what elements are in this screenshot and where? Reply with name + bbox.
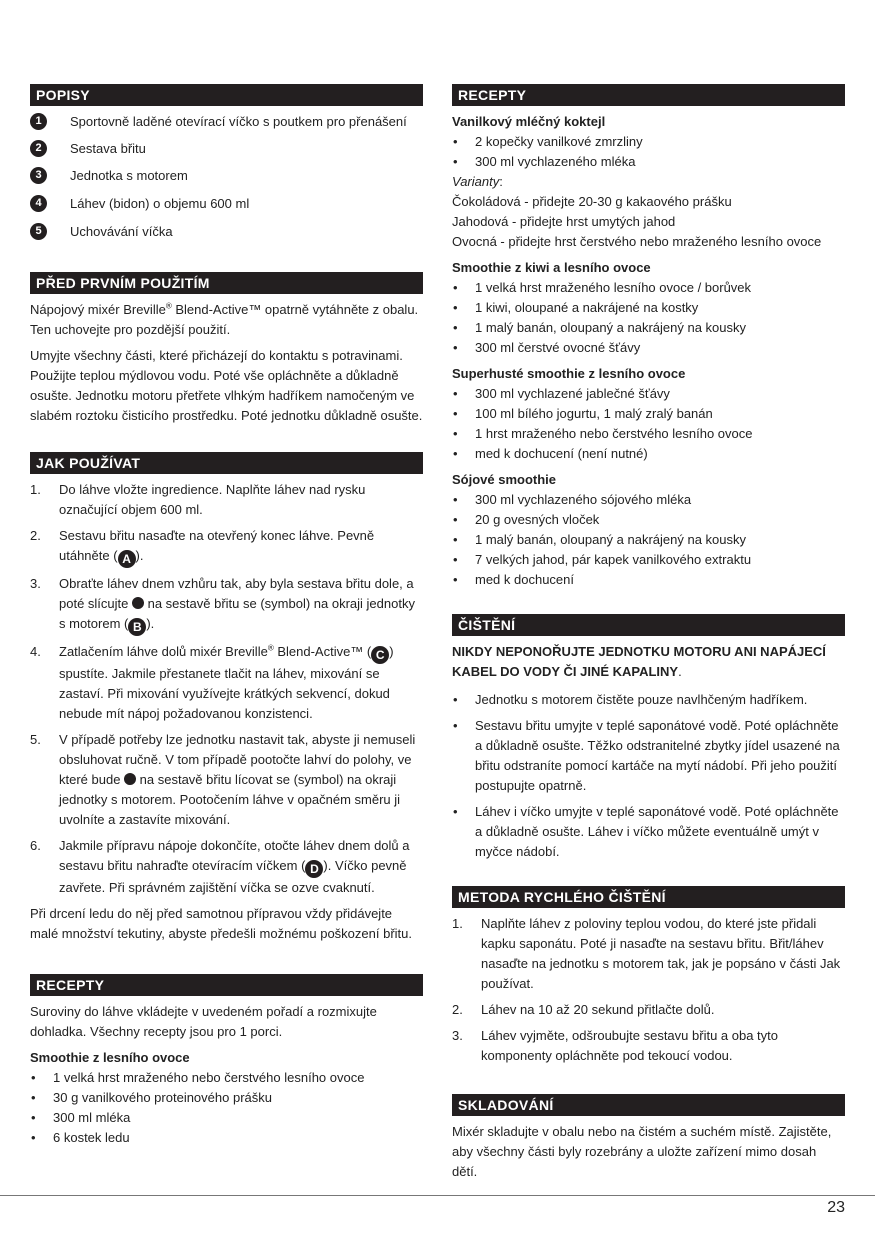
letter-b-icon: B	[128, 618, 146, 636]
ingredient-item: • 1 kiwi, oloupané a nakrájené na kostky	[452, 298, 845, 318]
right-column	[452, 84, 845, 1188]
section-header-storage: SKLADOVÁNÍ	[452, 1094, 845, 1116]
step-number: 3.	[30, 576, 41, 591]
step-text: na sestavě břitu se (symbol) na okraji jednotky s motorem (	[59, 596, 415, 631]
how-to-step	[30, 730, 423, 830]
ingredient-item: • 300 ml čerstvé ovocné šťávy	[452, 338, 845, 358]
ingredient-item: • 1 hrst mraženého nebo čerstvého lesního ovoce	[452, 424, 845, 444]
variants-label	[452, 172, 845, 192]
number-2-icon: 2	[30, 140, 47, 157]
variants-colon: :	[499, 174, 503, 189]
step-text: Jakmile přípravu nápoje dokončíte, otočte láhev dnem dolů a sestavu břitu nahraďte otevíracím víčkem (	[59, 838, 410, 873]
part-item-text: Jednotka s motorem	[70, 168, 188, 183]
variant-line: Čokoládová - přidejte 20-30 g kakaového prášku	[452, 194, 732, 209]
recipe-ingredients	[452, 490, 845, 590]
ingredient-item: • med k dochucení (není nutné)	[452, 444, 845, 464]
section-header-how-to: JAK POUŽÍVAT	[30, 452, 423, 474]
how-to-step	[30, 480, 423, 520]
recipe-title: Vanilkový mléčný koktejl	[452, 114, 606, 129]
quick-clean-step	[452, 914, 845, 994]
step-text: V případě potřeby lze jednotku nastavit tak, abyste ji nemuseli obsluhovat ručně. V tom případě pootočte lahví do polohy, ve které bude	[59, 732, 416, 787]
step-text: Blend-Active™ (	[273, 644, 372, 659]
ingredient-item: • 300 ml vychlazeného sójového mléka	[452, 490, 845, 510]
recipe-ingredients	[452, 132, 845, 172]
step-text: ).	[135, 548, 144, 563]
step-number: 6.	[30, 838, 41, 853]
part-item-text: Sportovně laděné otevírací víčko s poutkem pro přenášení	[70, 114, 407, 129]
section-header-cleaning: ČIŠTĚNÍ	[452, 614, 845, 636]
registered-mark: ®	[267, 643, 274, 653]
number-1-icon: 1	[30, 113, 47, 130]
variant-line: Jahodová - přidejte hrst umytých jahod	[452, 214, 676, 229]
recipe-title: Smoothie z kiwi a lesního ovoce	[452, 260, 651, 275]
recipes-intro: Suroviny do láhve vkládejte v uvedeném pořadí a rozmixujte dohladka. Všechny recepty jsou pro 1 porci.	[30, 1004, 377, 1039]
quick-clean-step	[452, 1026, 845, 1066]
section-header-first-use: PŘED PRVNÍM POUŽITÍM	[30, 272, 423, 294]
variant-line: Ovocná - přidejte hrst čerstvého nebo mraženého lesního ovoce	[452, 234, 822, 249]
ingredient-item: • 1 malý banán, oloupaný a nakrájený na kousky	[452, 318, 845, 338]
cleaning-item: • Sestavu břitu umyjte v teplé saponátové vodě. Poté opláchněte a důkladně osušte. Těžko odstranitelné zbytky jídel usazené na břitu odstraníte pomocí kartáče na mytí nádobí. Při jeho použití postupujte opatrně.	[452, 716, 845, 796]
ingredient-item: • 30 g vanilkového proteinového prášku	[30, 1088, 423, 1108]
registered-mark: ®	[165, 301, 172, 311]
letter-a-icon: A	[118, 550, 136, 568]
step-text: Láhev vyjměte, odšroubujte sestavu břitu a oba tyto komponenty opláchněte pod tekoucí vodou.	[481, 1028, 779, 1063]
number-3-icon: 3	[30, 167, 47, 184]
step-number: 5.	[30, 732, 41, 747]
ingredient-item: • 1 velká hrst mraženého nebo čerstvého lesního ovoce	[30, 1068, 423, 1088]
first-use-paragraph-2: Umyjte všechny části, které přicházejí do kontaktu s potravinami. Použijte teplou mýdlovou vodu. Poté vše opláchněte a důkladně osušte. Jednotku motoru přetřete vlhkým hadříkem namočeným ve slabém roztoku čisticího prostředku. Poté jednotku důkladně osušte.	[30, 348, 423, 423]
alignment-dot-icon	[132, 597, 144, 609]
part-item	[30, 194, 423, 216]
first-use-text-a: Nápojový mixér Breville	[30, 302, 166, 317]
how-to-steps	[30, 480, 423, 898]
section-header-recipes-right: RECEPTY	[452, 84, 845, 106]
cleaning-item: • Jednotku s motorem čistěte pouze navlhčeným hadříkem.	[452, 690, 845, 710]
part-item-text: Sestava břitu	[70, 141, 146, 156]
recipe-ingredients	[452, 384, 845, 464]
part-item-text: Uchovávání víčka	[70, 224, 173, 239]
parts-description-list	[30, 112, 423, 244]
section-header-recipes-left: RECEPTY	[30, 974, 423, 996]
step-text: ). Víčko pevně zavřete. Při správném zajištění víčka se ozve cvaknutí.	[59, 858, 407, 895]
step-text: ).	[146, 616, 155, 631]
part-item	[30, 222, 423, 244]
section-header-quick-clean: METODA RYCHLÉHO ČIŠTĚNÍ	[452, 886, 845, 908]
how-to-step	[30, 836, 423, 898]
section-header-popisy: POPISY	[30, 84, 423, 106]
step-number: 2.	[30, 528, 41, 543]
part-item-text: Láhev (bidon) o objemu 600 ml	[70, 196, 250, 211]
step-text: Obraťte láhev dnem vzhůru tak, aby byla sestava břitu dole, a poté slícujte	[59, 576, 414, 611]
recipe-ingredients	[452, 278, 845, 358]
ingredient-item: • 1 velká hrst mraženého lesního ovoce / borůvek	[452, 278, 845, 298]
ingredient-item: • 20 g ovesných vloček	[452, 510, 845, 530]
left-column	[30, 84, 423, 1154]
cleaning-warning-text: NIKDY NEPONOŘUJTE JEDNOTKU MOTORU ANI NAPÁJECÍ KABEL DO VODY ČI JINÉ KAPALINY	[452, 644, 826, 679]
first-use-text-b: Blend-Active™ opatrně vytáhněte z obalu. Ten uchovejte pro pozdější použití.	[30, 302, 419, 337]
how-to-step	[30, 526, 423, 568]
alignment-dot-icon	[124, 773, 136, 785]
step-number: 1.	[30, 482, 41, 497]
ingredient-item: • 6 kostek ledu	[30, 1128, 423, 1148]
recipe-title: Superhusté smoothie z lesního ovoce	[452, 366, 686, 381]
first-use-paragraph-1	[30, 300, 423, 340]
cleaning-item: • Láhev i víčko umyjte v teplé saponátové vodě. Poté opláchněte a důkladně osušte. Láhev i víčko můžete eventuálně umýt v myčce nádobí.	[452, 802, 845, 862]
number-5-icon: 5	[30, 223, 47, 240]
step-text: Naplňte láhev z poloviny teplou vodou, do které jste přidali kapku saponátu. Poté ji nasaďte na sestavu břitu. Břit/láhev nasaďte na jednotku s motorem tak, jak je popsáno v části Jak používat.	[481, 916, 841, 991]
ingredient-item: • 2 kopečky vanilkové zmrzliny	[452, 132, 845, 152]
step-number: 3.	[452, 1028, 463, 1043]
quick-clean-step	[452, 1000, 845, 1020]
ingredient-item: • 1 malý banán, oloupaný a nakrájený na kousky	[452, 530, 845, 550]
step-number: 4.	[30, 644, 41, 659]
step-text: Zatlačením láhve dolů mixér Breville	[59, 644, 268, 659]
variants-label-text: Varianty	[452, 174, 500, 189]
part-item	[30, 166, 423, 188]
recipe-title: Sójové smoothie	[452, 472, 557, 487]
ingredient-item: • 300 ml vychlazené jablečné šťávy	[452, 384, 845, 404]
step-text: Do láhve vložte ingredience. Naplňte láhev nad rysku označující objem 600 ml.	[59, 482, 366, 517]
step-text: ) spustíte. Jakmile přestanete tlačit na láhev, mixování se zastaví. Při mixování využívejte krátkých sekvencí, dokud nebude mít nápoj požadovanou konzistenci.	[59, 644, 394, 721]
letter-d-icon: D	[305, 860, 323, 878]
page-number: 23	[827, 1199, 845, 1216]
ingredient-item: • med k dochucení	[452, 570, 845, 590]
letter-c-icon: C	[371, 646, 389, 664]
step-text: Sestavu břitu nasaďte na otevřený konec láhve. Pevně utáhněte (	[59, 528, 375, 563]
quick-clean-steps	[452, 914, 845, 1066]
step-text: Láhev na 10 až 20 sekund přitlačte dolů.	[481, 1002, 715, 1017]
how-to-step	[30, 574, 423, 636]
cleaning-warning	[452, 642, 845, 682]
step-text: na sestavě břitu lícovat se (symbol) na okraji jednotky s motorem. Pootočením láhve v opačném směru ji uvolníte a zastavíte mixování.	[59, 772, 401, 827]
recipe-ingredients	[30, 1068, 423, 1148]
cleaning-instructions	[452, 690, 845, 862]
ingredient-item: • 100 ml bílého jogurtu, 1 malý zralý banán	[452, 404, 845, 424]
part-item	[30, 139, 423, 161]
number-4-icon: 4	[30, 195, 47, 212]
storage-text: Mixér skladujte v obalu nebo na čistém a suchém místě. Zajistěte, aby všechny části byly rozebrány a uložte zařízení mimo dosah dětí.	[452, 1124, 832, 1179]
ingredient-item: • 300 ml mléka	[30, 1108, 423, 1128]
footer-divider	[0, 1195, 875, 1196]
step-number: 1.	[452, 916, 463, 931]
recipe-title: Smoothie z lesního ovoce	[30, 1050, 190, 1065]
step-number: 2.	[452, 1002, 463, 1017]
how-to-step	[30, 642, 423, 724]
cleaning-warning-end: .	[678, 664, 682, 679]
ingredient-item: • 300 ml vychlazeného mléka	[452, 152, 845, 172]
part-item	[30, 112, 423, 134]
ice-crushing-note: Při drcení ledu do něj před samotnou přípravou vždy přidávejte malé množství tekutiny, abyste předešli možnému poškození břitu.	[30, 906, 412, 941]
ingredient-item: • 7 velkých jahod, pár kapek vanilkového extraktu	[452, 550, 845, 570]
